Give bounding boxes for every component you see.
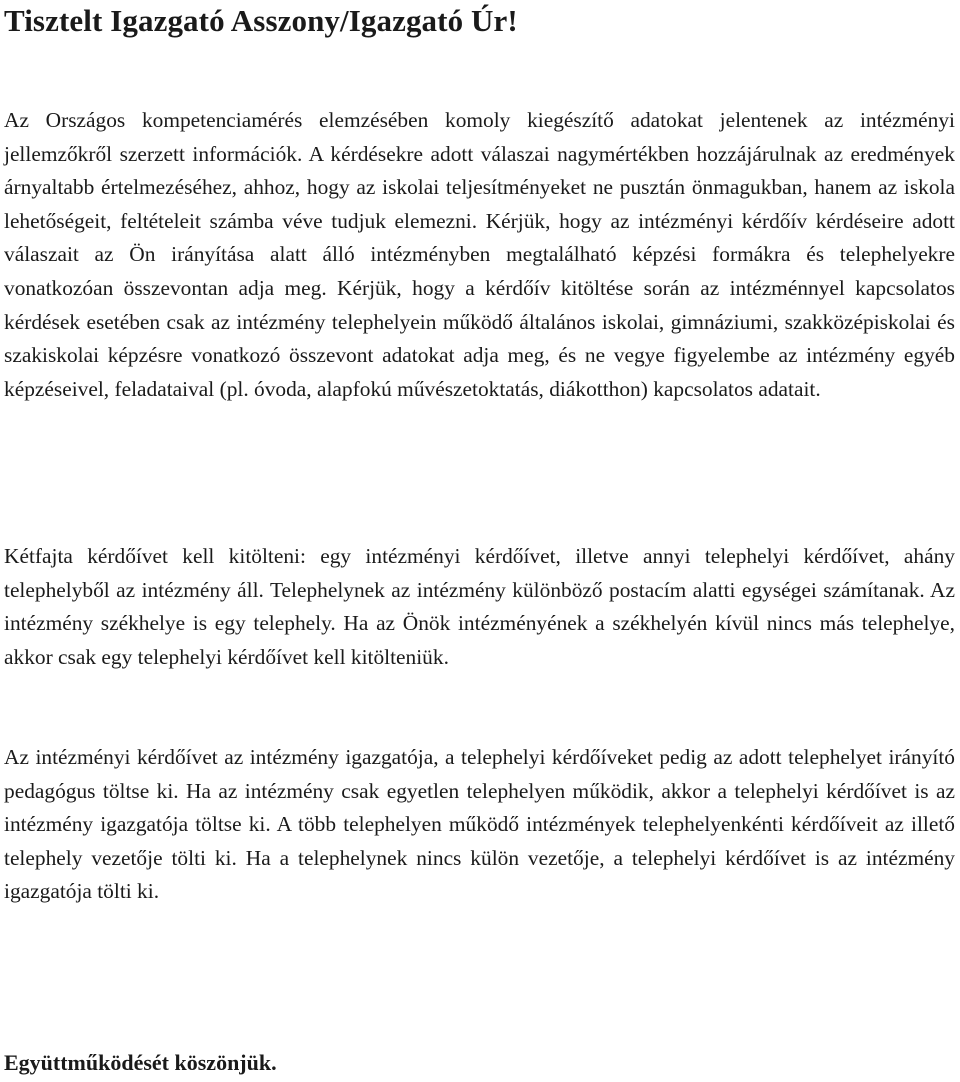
paragraph-questionnaire-types: Kétfajta kérdőívet kell kitölteni: egy intézményi kérdőívet, illetve annyi telephelyi kérdőívet, ahány telephelyből az intézmény áll. Telephelynek az intézmény különböző postacím alatti egységei számítanak. Az intézmény székhelye is egy telephely. Ha az Önök intézményének a székhelyén kívül nincs más telephelye, akkor csak egy telephelyi kérdőívet kell kitölteniük. bbox=[4, 544, 955, 669]
letter-closing: Együttműködését köszönjük. bbox=[4, 1050, 277, 1075]
paragraph-who-fills: Az intézményi kérdőívet az intézmény igazgatója, a telephelyi kérdőíveket pedig az adott telephelyet irányító pedagógus töltse ki. Ha az intézmény csak egyetlen telephelyen működik, akkor a telephelyi kérdőívet is az intézmény igazgatója töltse ki. A több telephelyen működő intézmények telephelyenkénti kérdőíveit az illető telephely vezetője tölti ki. Ha a telephelynek nincs külön vezetője, a telephelyi kérdőívet is az intézmény igazgatója tölti ki. bbox=[4, 745, 955, 904]
letter-greeting: Tisztelt Igazgató Asszony/Igazgató Úr! bbox=[4, 3, 518, 38]
paragraph-intro: Az Országos kompetenciamérés elemzésében komoly kiegészítő adatokat jelentenek az intézményi jellemzőkről szerzett információk. A kérdésekre adott válaszai nagymértékben hozzájárulnak az eredmények árnyaltabb értelmezéséhez, ahhoz, hogy az iskolai teljesítményeket ne pusztán önmagukban, hanem az iskola lehetőségeit, feltételeit számba véve tudjuk elemezni. Kérjük, hogy az intézményi kérdőív kérdéseire adott válaszait az Ön irányítása alatt álló intézményben megtalálható képzési formákra és telephelyekre vonatkozóan összevontan adja meg. Kérjük, hogy a kérdőív kitöltése során az intézménnyel kapcsolatos kérdések esetében csak az intézmény telephelyein működő általános iskolai, gimnáziumi, szakközépiskolai és szakiskolai képzésre vonatkozó összevont adatokat adja meg, és ne vegye figyelembe az intézmény egyéb képzéseivel, feladataival (pl. óvoda, alapfokú művészetoktatás, diákotthon) kapcsolatos adatait. bbox=[4, 108, 955, 401]
letter-page bbox=[4, 0, 955, 1075]
